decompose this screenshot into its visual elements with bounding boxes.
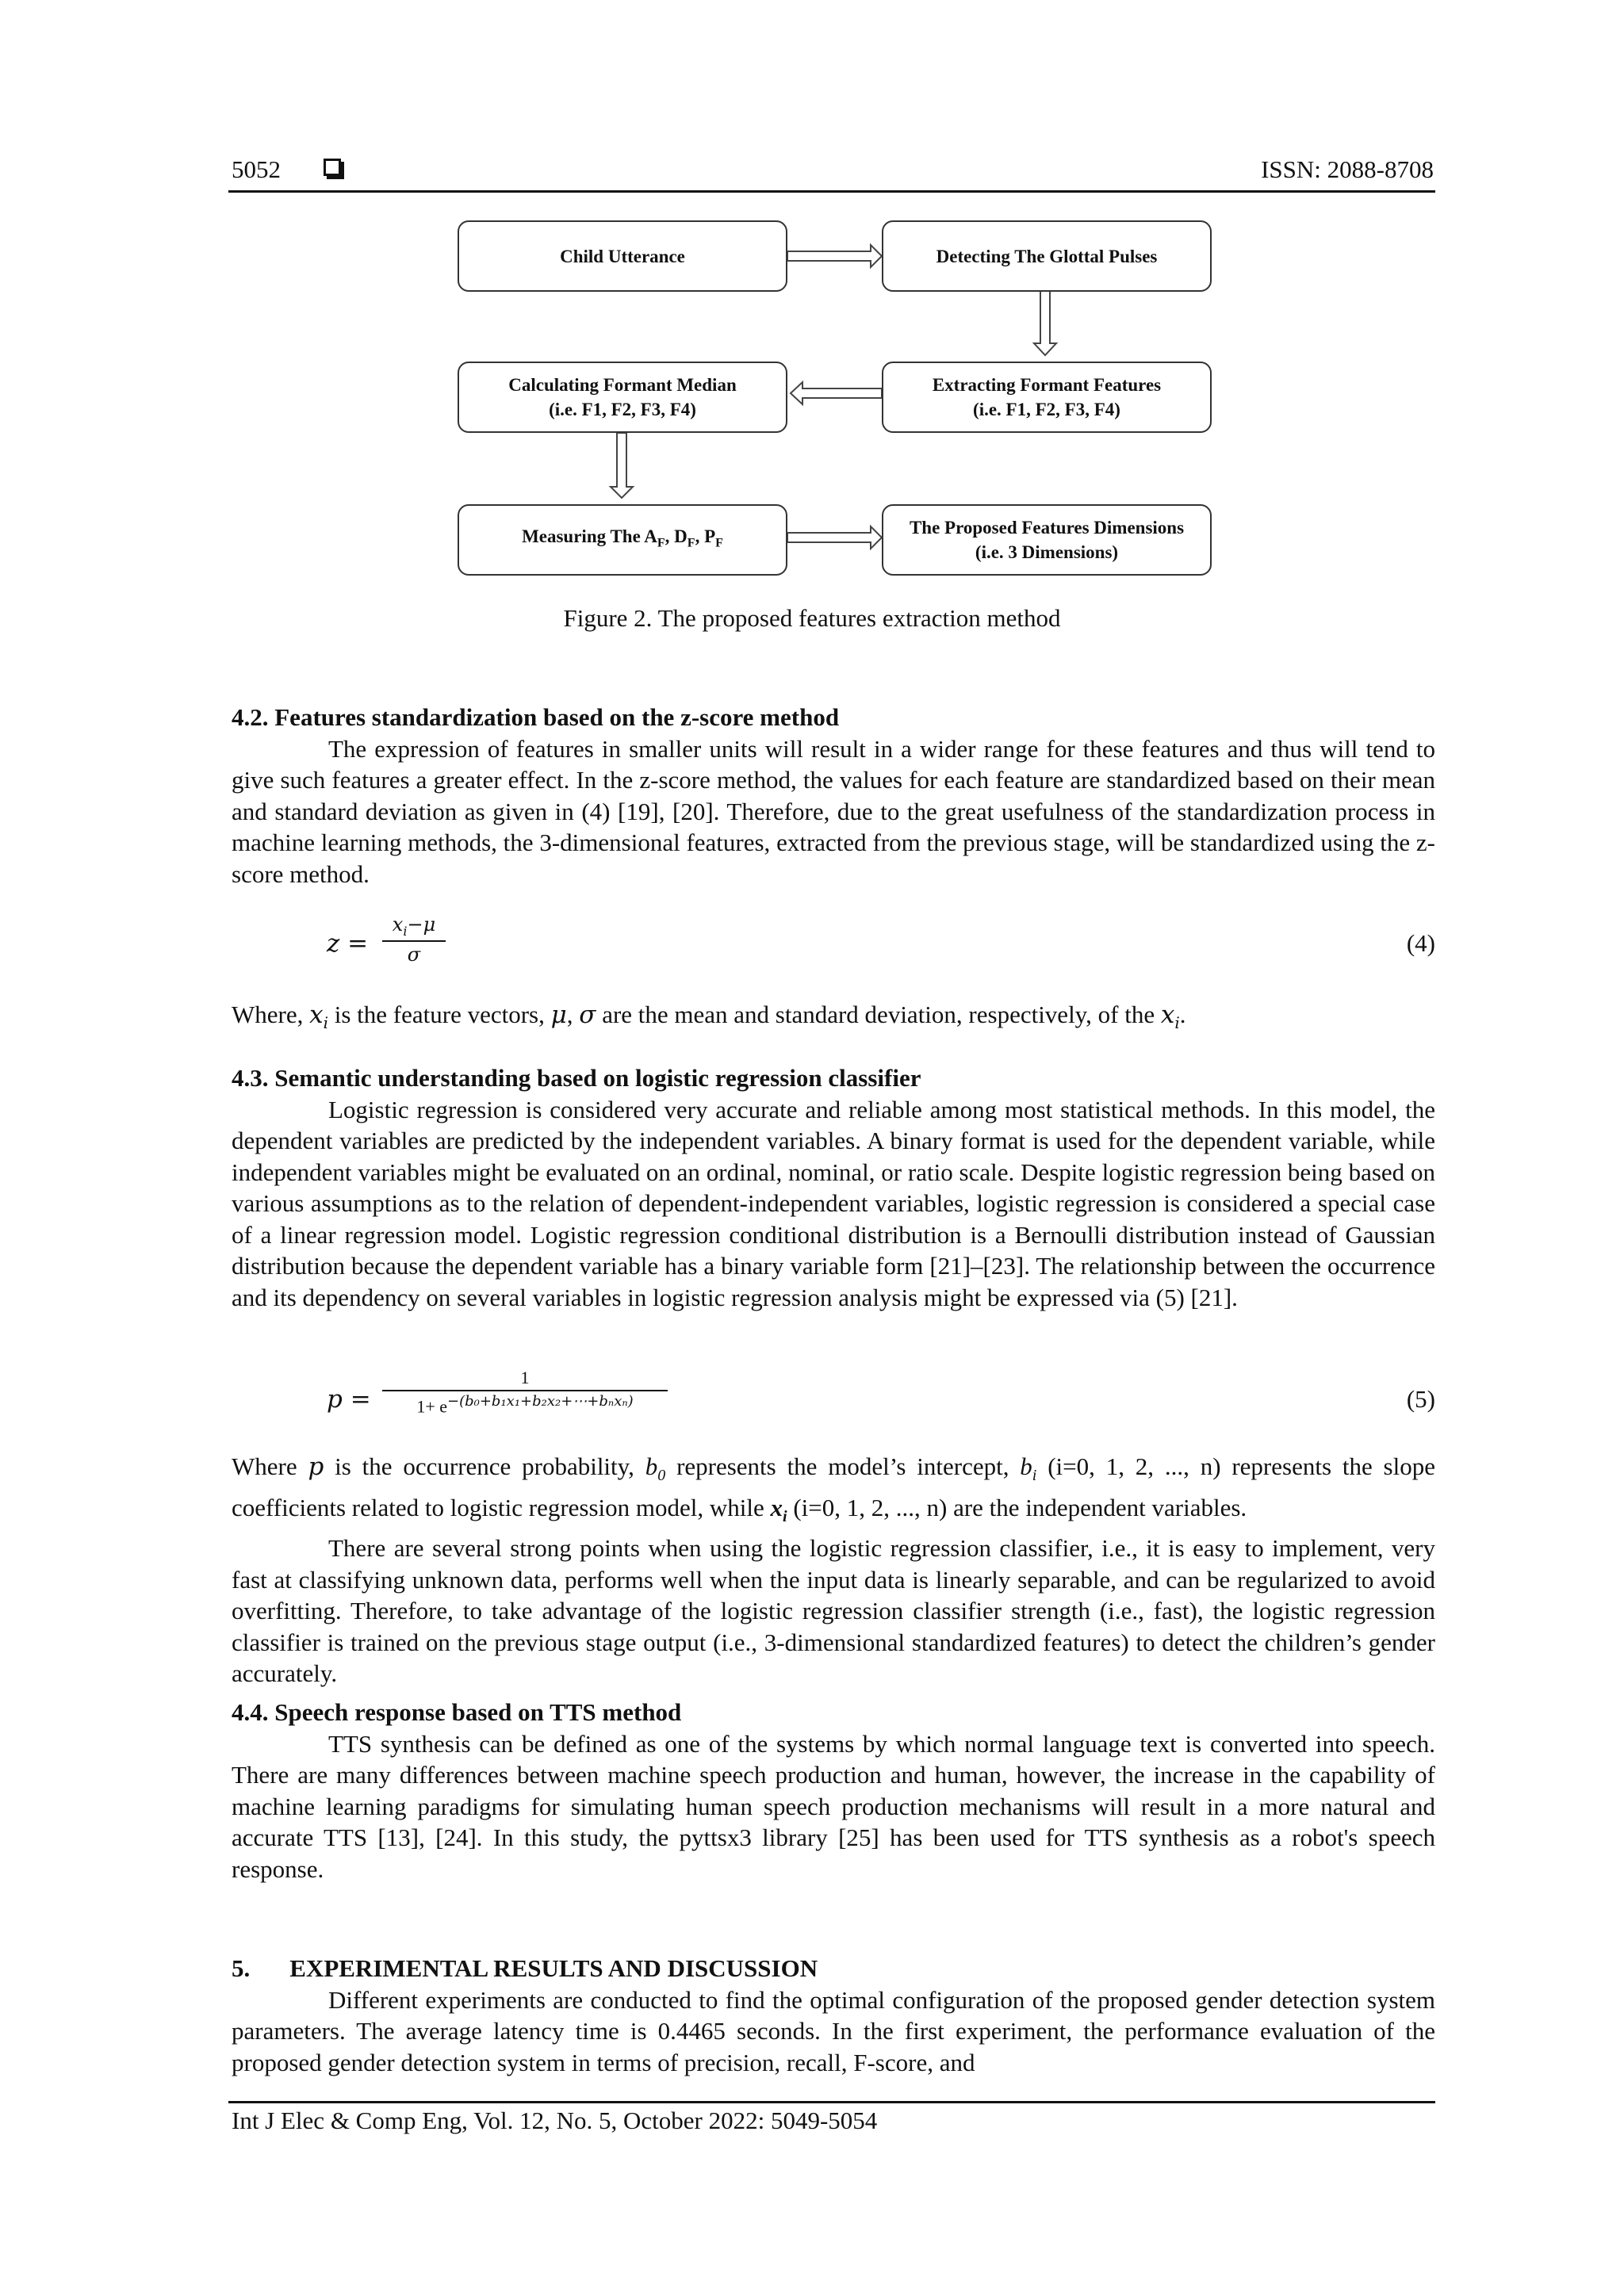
where-4 — [232, 999, 1435, 1039]
var-b: b — [1020, 1452, 1032, 1480]
eq-lhs: p = — [327, 1385, 371, 1414]
paragraph: Different experiments are conducted to find the optimal configuration of the proposed gender detection system parameters. The average latency time is 0.4465 seconds. In the first experiment, the performance evaluation of the proposed gender detection system in terms of precision, recall, F-score, and — [232, 1985, 1435, 2076]
section-4-3-cont — [232, 1451, 1435, 1689]
text: is the occurrence probability, — [324, 1452, 645, 1480]
section-4-3 — [232, 1062, 1435, 1313]
where-line — [232, 999, 1435, 1039]
equation-number: (5) — [1406, 1385, 1435, 1413]
section-5 — [232, 1953, 1435, 2078]
box-label: Child Utterance — [560, 246, 685, 266]
sub-i: i — [323, 1013, 328, 1033]
paragraph: Logistic regression is considered very accurate and reliable among most statistical methods. In this model, the dependent variables are predicted by the independent variables. A binary format is used for the dependent variable, while independent variables might be evaluated on an ordinal, nominal, or ratio scale. Despite logistic regression being based on various assumptions as to the relation of dependent-independent variables, logistic regression is considered a special case of a linear regression model. Logistic regression conditional distribution is a Bernoulli distribution instead of Gaussian distribution because the dependent variable has a binary variable form [21]–[23]. The relationship between the occurrence and its dependency on several variables in logistic regression analysis might be expressed via (5) [21]. — [232, 1095, 1435, 1311]
section-4-2 — [232, 702, 1435, 890]
eq-numerator: 1 — [382, 1368, 668, 1391]
equation-4 — [232, 913, 1435, 977]
section-heading — [232, 1953, 1435, 1984]
arrow-down-2 — [611, 433, 633, 498]
box-detecting-glottal-pulses — [882, 220, 1212, 292]
section-heading: 4.2. Features standardization based on the z-score method — [232, 703, 840, 731]
paragraph: The expression of features in smaller units will result in a wider range for these features and thus will tend to give such features a greater effect. In the z-score method, the values for each feature are standardized based on their mean and standard deviation as given in (4) [19], [20]. Therefore, due to the great usefulness of the standardization process in machine learning methods, the 3-dimensional features, extracted from the previous stage, will be standardized using the z-score method. — [232, 734, 1435, 888]
flowchart-arrows — [0, 0, 1624, 634]
var-x: x — [309, 1001, 324, 1029]
paragraph: TTS synthesis can be defined as one of the systems by which normal language text is converted into speech. There are many differences between machine speech production and human, however, the increase in the capability of machine learning paradigms for simulating human speech production mechanisms will result in a more natural and accurate TTS [13], [24]. In this study, the pyttsx3 library [25] has been used for TTS synthesis as a robot's speech response. — [232, 1729, 1435, 1883]
subscript-f: F — [715, 536, 723, 550]
eq-exponent: −(b₀+b₁x₁+b₂x₂+⋯+bₙxₙ) — [447, 1393, 634, 1410]
eq-minus-mu: −μ — [407, 913, 436, 936]
box-label-line2: (i.e. F1, F2, F3, F4) — [973, 400, 1120, 419]
where-line — [232, 1451, 1435, 1533]
var-x: x — [770, 1493, 783, 1521]
section-4-4 — [232, 1697, 1435, 1885]
box-label-line1: The Proposed Features Dimensions — [909, 518, 1185, 538]
box-label-sep: , D — [665, 526, 688, 547]
box-label-line2: (i.e. F1, F2, F3, F4) — [549, 400, 696, 419]
subscript-f: F — [687, 536, 695, 550]
paragraph: There are several strong points when using the logistic regression classifier, i.e., it is easy to implement, very fast at classifying unknown data, performs well when the input data is linearly separable, and can be regularized to avoid overfitting. Therefore, to take advantage of the logistic regression classifier strength (i.e., fast), the logistic regression classifier is trained on the previous stage output (i.e., 3-dimensional standardized features) to detect the children’s gender accurately. — [232, 1534, 1435, 1688]
box-label: Detecting The Glottal Pulses — [936, 246, 1158, 266]
text: (i=0, 1, 2, ..., n) are the independent variables. — [787, 1493, 1247, 1521]
box-label-sep: , P — [695, 526, 716, 547]
text: . — [1179, 1001, 1186, 1028]
box-label: Measuring The A — [522, 526, 657, 547]
text: represents the model’s intercept, — [665, 1452, 1021, 1480]
eq-numerator — [382, 913, 446, 942]
var-x: x — [1160, 1001, 1175, 1029]
figure-caption: Figure 2. The proposed features extraction method — [563, 604, 1061, 632]
box-extracting-formant-features — [882, 362, 1212, 433]
text: are the mean and standard deviation, respectively, of the — [596, 1001, 1161, 1028]
sub-i: i — [1032, 1467, 1037, 1485]
arrow-left-1 — [791, 382, 882, 404]
arrow-right-2 — [787, 526, 882, 549]
heading-number: 5. — [232, 1954, 251, 1982]
text: Where, — [232, 1001, 310, 1028]
eq-sub-i: i — [403, 923, 408, 939]
issn: ISSN: 2088-8708 — [1261, 155, 1434, 183]
heading-text: EXPERIMENTAL RESULTS AND DISCUSSION — [289, 1954, 818, 1982]
eq-den-base: 1+ e — [416, 1396, 447, 1417]
section-heading: 4.3. Semantic understanding based on logistic regression classifier — [232, 1064, 921, 1092]
text: , — [566, 1001, 580, 1028]
arrow-down-1 — [1034, 291, 1056, 355]
eq-denominator: σ — [407, 943, 421, 966]
box-label-line2: (i.e. 3 Dimensions) — [975, 542, 1119, 562]
text: Where — [232, 1452, 308, 1480]
eq-denominator — [382, 1391, 668, 1417]
box-calculating-formant-median — [458, 362, 787, 433]
text: is the feature vectors, — [328, 1001, 551, 1028]
eq-fraction — [382, 1368, 906, 1417]
subscript-f: F — [657, 536, 665, 550]
eq-fraction — [382, 913, 446, 966]
box-child-utterance — [458, 220, 787, 292]
eq-lhs: z = — [327, 929, 369, 958]
box-label-line1: Extracting Formant Features — [932, 375, 1162, 395]
var-mu: μ — [550, 1001, 567, 1029]
var-b: b — [645, 1452, 658, 1480]
arrow-right-1 — [787, 245, 882, 267]
eq-var-x: x — [392, 913, 404, 936]
var-sigma: σ — [579, 1001, 596, 1029]
page-number: 5052 — [232, 155, 281, 183]
equation-5 — [232, 1368, 1435, 1431]
box-measuring-adp — [458, 504, 787, 576]
sub-i: i — [783, 1507, 787, 1525]
flowchart — [0, 0, 1624, 634]
box-label-line1: Calculating Formant Median — [508, 375, 737, 395]
box-proposed-features-dimensions — [882, 504, 1212, 576]
equation-number: (4) — [1406, 929, 1435, 957]
page-footer: Int J Elec & Comp Eng, Vol. 12, No. 5, October 2022: 5049-5054 — [232, 2107, 878, 2134]
var-p: p — [308, 1452, 324, 1481]
text: (i=0, 1, 2, ..., n) represents the slope coefficients related to logistic regression model, while — [232, 1452, 1435, 1521]
footer-rule — [228, 2101, 1435, 2103]
sub-0: 0 — [657, 1467, 666, 1485]
section-heading: 4.4. Speech response based on TTS method — [232, 1698, 682, 1726]
sub-i: i — [1174, 1013, 1180, 1033]
